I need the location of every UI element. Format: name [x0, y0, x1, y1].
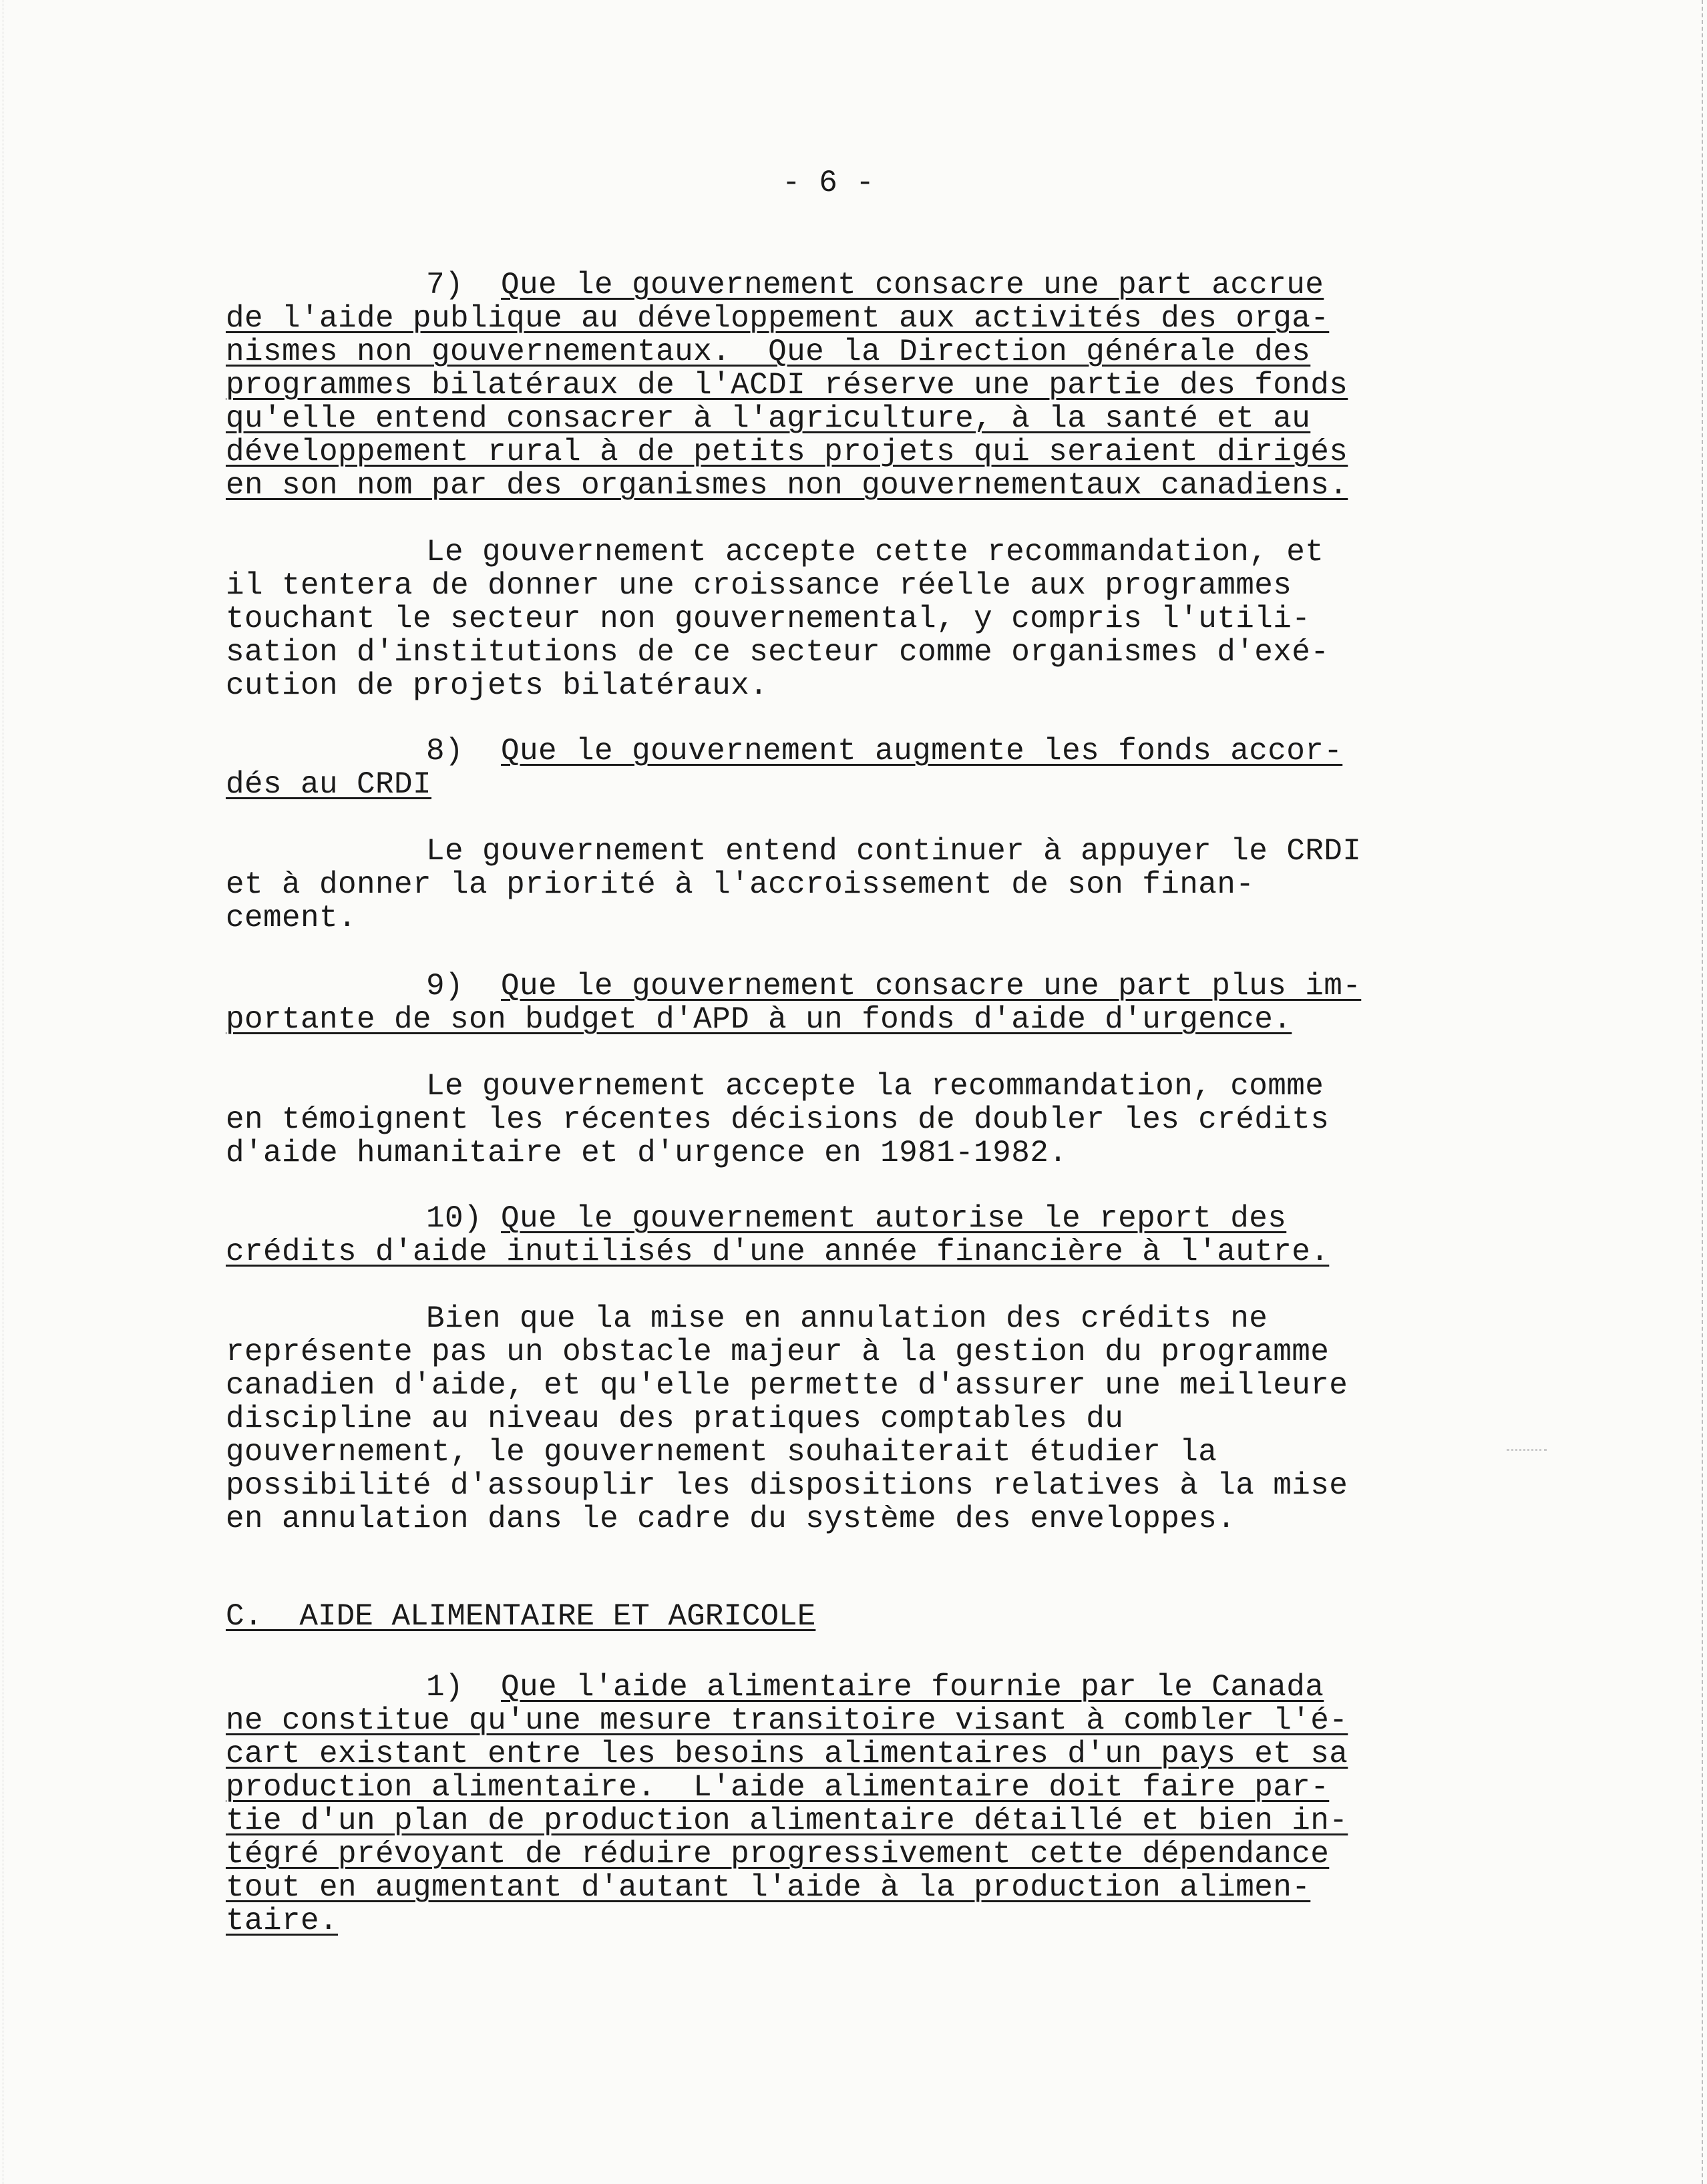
recommendation-text: Que le gouvernement consacre une part accrue	[501, 268, 1324, 302]
recommendation-text: qu'elle entend consacrer à l'agriculture, à la santé et au	[226, 401, 1311, 436]
recommendation-number: 8)	[426, 734, 464, 769]
response-text: Le gouvernement accepte cette recommandation, et	[426, 535, 1324, 570]
scan-edge-right	[1700, 0, 1703, 2184]
response-first-line	[226, 835, 1441, 868]
response-text: touchant le secteur non gouvernemental, y compris l'utili-	[226, 602, 1311, 636]
recommendation-8	[226, 734, 1441, 801]
response-first-line	[226, 1070, 1441, 1103]
response-text: Bien que la mise en annulation des crédits ne	[426, 1301, 1268, 1336]
recommendation-text: Que le gouvernement consacre une part plus im-	[501, 969, 1362, 1004]
recommendation-number: 7)	[426, 268, 464, 302]
response-first-line	[226, 1302, 1441, 1335]
recommendation-10	[226, 1202, 1441, 1269]
response-first-line	[226, 535, 1441, 569]
response-8	[226, 835, 1441, 935]
response-text: gouvernement, le gouvernement souhaiterait étudier la	[226, 1435, 1217, 1470]
response-text: canadien d'aide, et qu'elle permette d'assurer une meilleure	[226, 1368, 1348, 1403]
section-heading: C. AIDE ALIMENTAIRE ET AGRICOLE	[226, 1599, 816, 1634]
scan-speck	[1507, 1449, 1547, 1455]
response-text: Le gouvernement entend continuer à appuyer le CRDI	[426, 834, 1362, 869]
recommendation-text: de l'aide publique au développement aux activités des orga-	[226, 301, 1330, 336]
recommendation-text: nismes non gouvernementaux. Que la Direction générale des	[226, 335, 1311, 369]
recommendation-text: tout en augmentant d'autant l'aide à la production alimen-	[226, 1870, 1311, 1905]
response-text: cement.	[226, 901, 357, 935]
recommendation-text: programmes bilatéraux de l'ACDI réserve une partie des fonds	[226, 368, 1348, 403]
recommendation-number: 10)	[426, 1201, 483, 1236]
response-text: représente pas un obstacle majeur à la gestion du programme	[226, 1335, 1330, 1369]
recommendation-first-line	[226, 734, 1441, 768]
response-text: Le gouvernement accepte la recommandation, comme	[426, 1069, 1324, 1104]
recommendation-first-line	[226, 1202, 1441, 1235]
recommendation-c1	[226, 1671, 1441, 1938]
response-text: il tentera de donner une croissance réelle aux programmes	[226, 568, 1292, 603]
response-9	[226, 1070, 1441, 1170]
scan-edge-left	[3, 0, 4, 2184]
recommendation-text: taire.	[226, 1904, 339, 1938]
response-text: et à donner la priorité à l'accroissement de son finan-	[226, 867, 1255, 902]
recommendation-text: Que l'aide alimentaire fournie par le Canada	[501, 1670, 1324, 1705]
response-text: cution de projets bilatéraux.	[226, 668, 769, 703]
recommendation-text: portante de son budget d'APD à un fonds d'aide d'urgence.	[226, 1002, 1292, 1037]
response-text: sation d'institutions de ce secteur comme organismes d'exé-	[226, 635, 1330, 670]
recommendation-number: 9)	[426, 969, 464, 1004]
recommendation-first-line	[226, 969, 1441, 1003]
recommendation-text: en son nom par des organismes non gouvernementaux canadiens.	[226, 468, 1348, 503]
recommendation-text: tégré prévoyant de réduire progressivement cette dépendance	[226, 1837, 1330, 1872]
recommendation-text: tie d'un plan de production alimentaire détaillé et bien in-	[226, 1803, 1348, 1838]
response-10	[226, 1302, 1441, 1536]
recommendation-9	[226, 969, 1441, 1036]
recommendation-text: ne constitue qu'une mesure transitoire visant à combler l'é-	[226, 1703, 1348, 1738]
recommendation-text: Que le gouvernement autorise le report des	[501, 1201, 1287, 1236]
response-text: discipline au niveau des pratiques comptables du	[226, 1401, 1124, 1436]
recommendation-text: crédits d'aide inutilisés d'une année financière à l'autre.	[226, 1235, 1330, 1269]
recommendation-text: Que le gouvernement augmente les fonds accor-	[501, 734, 1343, 769]
recommendation-text: dés au CRDI	[226, 767, 432, 802]
recommendation-text: développement rural à de petits projets qui seraient dirigés	[226, 435, 1348, 469]
response-text: en annulation dans le cadre du système des enveloppes.	[226, 1502, 1236, 1536]
recommendation-first-line	[226, 268, 1441, 302]
response-text: possibilité d'assouplir les dispositions relatives à la mise	[226, 1468, 1348, 1503]
recommendation-text: cart existant entre les besoins alimentaires d'un pays et sa	[226, 1737, 1348, 1771]
page-number: - 6 -	[781, 166, 875, 200]
recommendation-text: production alimentaire. L'aide alimentaire doit faire par-	[226, 1770, 1330, 1805]
recommendation-7	[226, 268, 1441, 502]
response-text: en témoignent les récentes décisions de doubler les crédits	[226, 1102, 1330, 1137]
recommendation-number: 1)	[426, 1670, 464, 1705]
response-7	[226, 535, 1441, 702]
recommendation-first-line	[226, 1671, 1441, 1704]
response-text: d'aide humanitaire et d'urgence en 1981-1982.	[226, 1136, 1068, 1170]
